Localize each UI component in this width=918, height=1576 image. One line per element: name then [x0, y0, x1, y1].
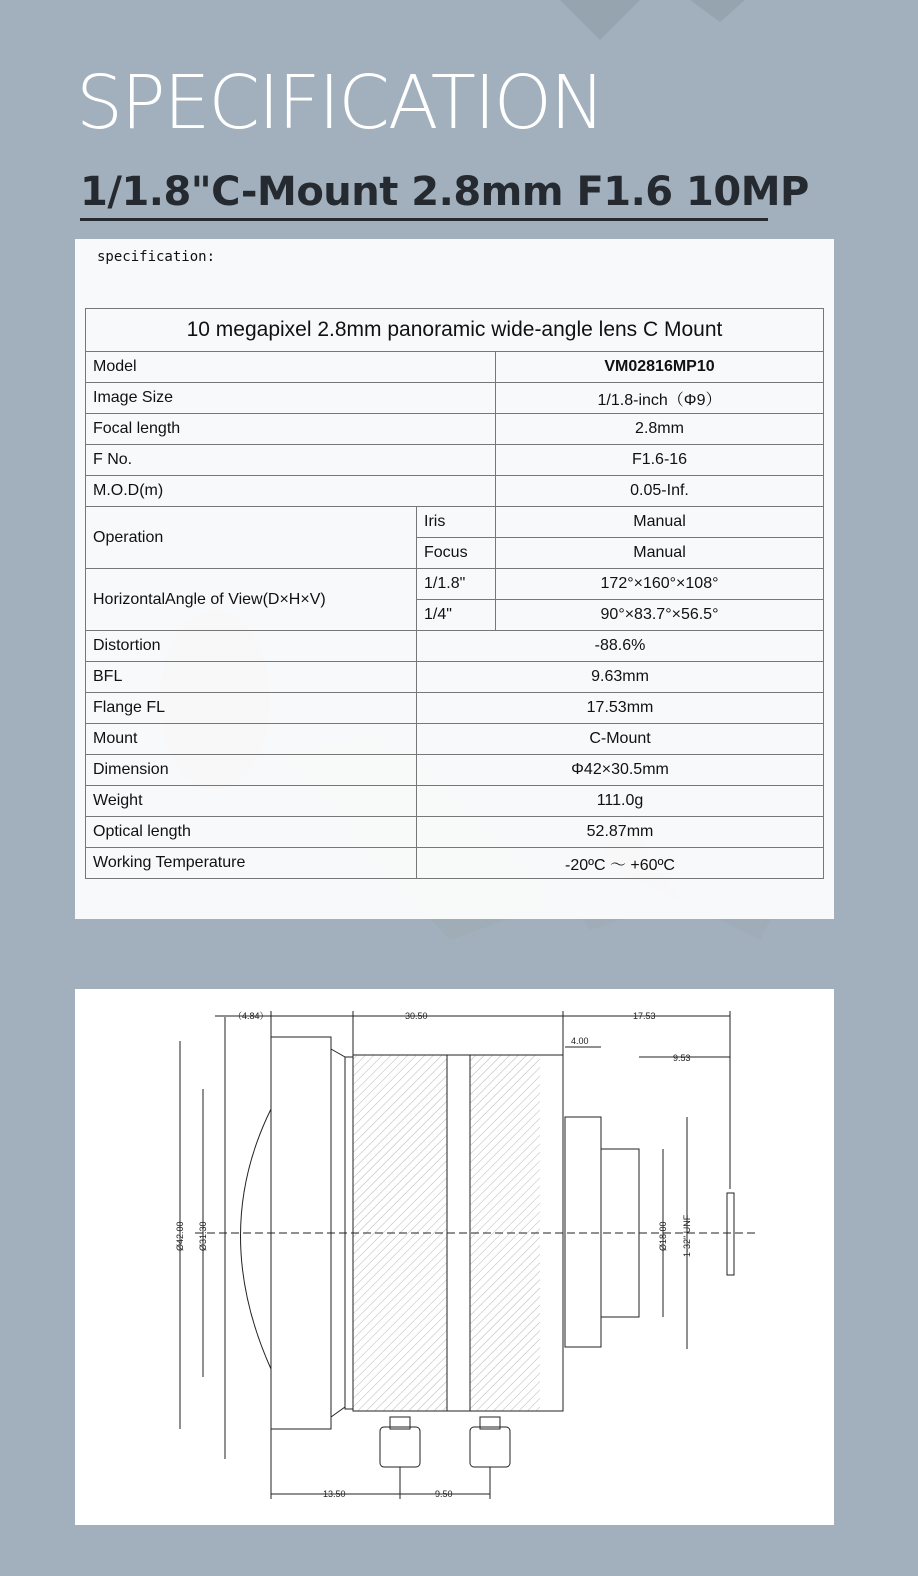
- iris-ring-knurl: [470, 1055, 540, 1411]
- table-row: [86, 662, 824, 693]
- lens-dimension-drawing: [75, 989, 834, 1525]
- table-row: [86, 352, 824, 383]
- spec-label: Image Size: [86, 383, 496, 414]
- spec-label: BFL: [86, 662, 417, 693]
- spec-label: Optical length: [86, 817, 417, 848]
- specification-panel: [75, 239, 834, 919]
- dim-label: （4.84）: [233, 1011, 269, 1021]
- dim-label: Ø31.30: [198, 1221, 208, 1251]
- spec-value: Manual: [496, 538, 824, 569]
- page-title: SPECIFICATION: [76, 60, 604, 146]
- spec-sublabel: Focus: [417, 538, 496, 569]
- spec-value: 111.0g: [417, 786, 824, 817]
- spec-label: Working Temperature: [86, 848, 417, 879]
- spec-value: C-Mount: [417, 724, 824, 755]
- specification-table: [85, 308, 824, 879]
- specification-heading: specification:: [97, 249, 216, 265]
- spec-value: -88.6%: [417, 631, 824, 662]
- focus-ring-knurl: [353, 1055, 447, 1411]
- spec-value: F1.6-16: [496, 445, 824, 476]
- spec-label: Flange FL: [86, 693, 417, 724]
- table-row: [86, 693, 824, 724]
- dim-label: 1-32" UNF: [682, 1214, 692, 1257]
- table-row: [86, 507, 824, 538]
- spec-value: 90°×83.7°×56.5°: [496, 600, 824, 631]
- dim-label: 30.50: [405, 1011, 428, 1021]
- table-row: [86, 724, 824, 755]
- table-caption: 10 megapixel 2.8mm panoramic wide-angle lens C Mount: [86, 309, 824, 352]
- spec-label: Distortion: [86, 631, 417, 662]
- table-row: [86, 755, 824, 786]
- spec-value: 9.63mm: [417, 662, 824, 693]
- spec-label: Focal length: [86, 414, 496, 445]
- spec-sublabel: Iris: [417, 507, 496, 538]
- dim-label: 13.50: [323, 1489, 346, 1499]
- table-row: [86, 817, 824, 848]
- spec-value: 2.8mm: [496, 414, 824, 445]
- spec-sublabel: 1/1.8": [417, 569, 496, 600]
- table-caption-row: [86, 309, 824, 352]
- spec-label: Mount: [86, 724, 417, 755]
- spec-value: Manual: [496, 507, 824, 538]
- spec-label: F No.: [86, 445, 496, 476]
- spec-label: Dimension: [86, 755, 417, 786]
- table-row: [86, 414, 824, 445]
- spec-label: Model: [86, 352, 496, 383]
- dim-label: 9.50: [435, 1489, 453, 1499]
- table-row: [86, 476, 824, 507]
- spec-label: Weight: [86, 786, 417, 817]
- dim-label: Ø18.00: [658, 1221, 668, 1251]
- spec-value: -20ºC ～ +60ºC: [417, 848, 824, 879]
- table-row: [86, 569, 824, 600]
- spec-label: M.O.D(m): [86, 476, 496, 507]
- spec-value: 52.87mm: [417, 817, 824, 848]
- dimension-drawing-panel: [75, 989, 834, 1525]
- spec-value: 172°×160°×108°: [496, 569, 824, 600]
- dim-label: 17.53: [633, 1011, 656, 1021]
- spec-label: Operation: [86, 507, 417, 569]
- spec-sublabel: 1/4": [417, 600, 496, 631]
- spec-value: 17.53mm: [417, 693, 824, 724]
- dim-label: Ø42.00: [175, 1221, 185, 1251]
- table-row: [86, 848, 824, 879]
- table-row: [86, 631, 824, 662]
- dim-label: 9.53: [673, 1053, 691, 1063]
- dim-label: 4.00: [571, 1036, 589, 1046]
- table-row: [86, 445, 824, 476]
- table-row: [86, 786, 824, 817]
- spec-value: 0.05-Inf.: [496, 476, 824, 507]
- spec-value: 1/1.8-inch（Φ9）: [496, 383, 824, 414]
- spec-value: VM02816MP10: [496, 352, 824, 383]
- table-row: [86, 383, 824, 414]
- product-subtitle: 1/1.8"C-Mount 2.8mm F1.6 10MP: [80, 166, 768, 221]
- spec-label: HorizontalAngle of View(D×H×V): [86, 569, 417, 631]
- spec-value: Φ42×30.5mm: [417, 755, 824, 786]
